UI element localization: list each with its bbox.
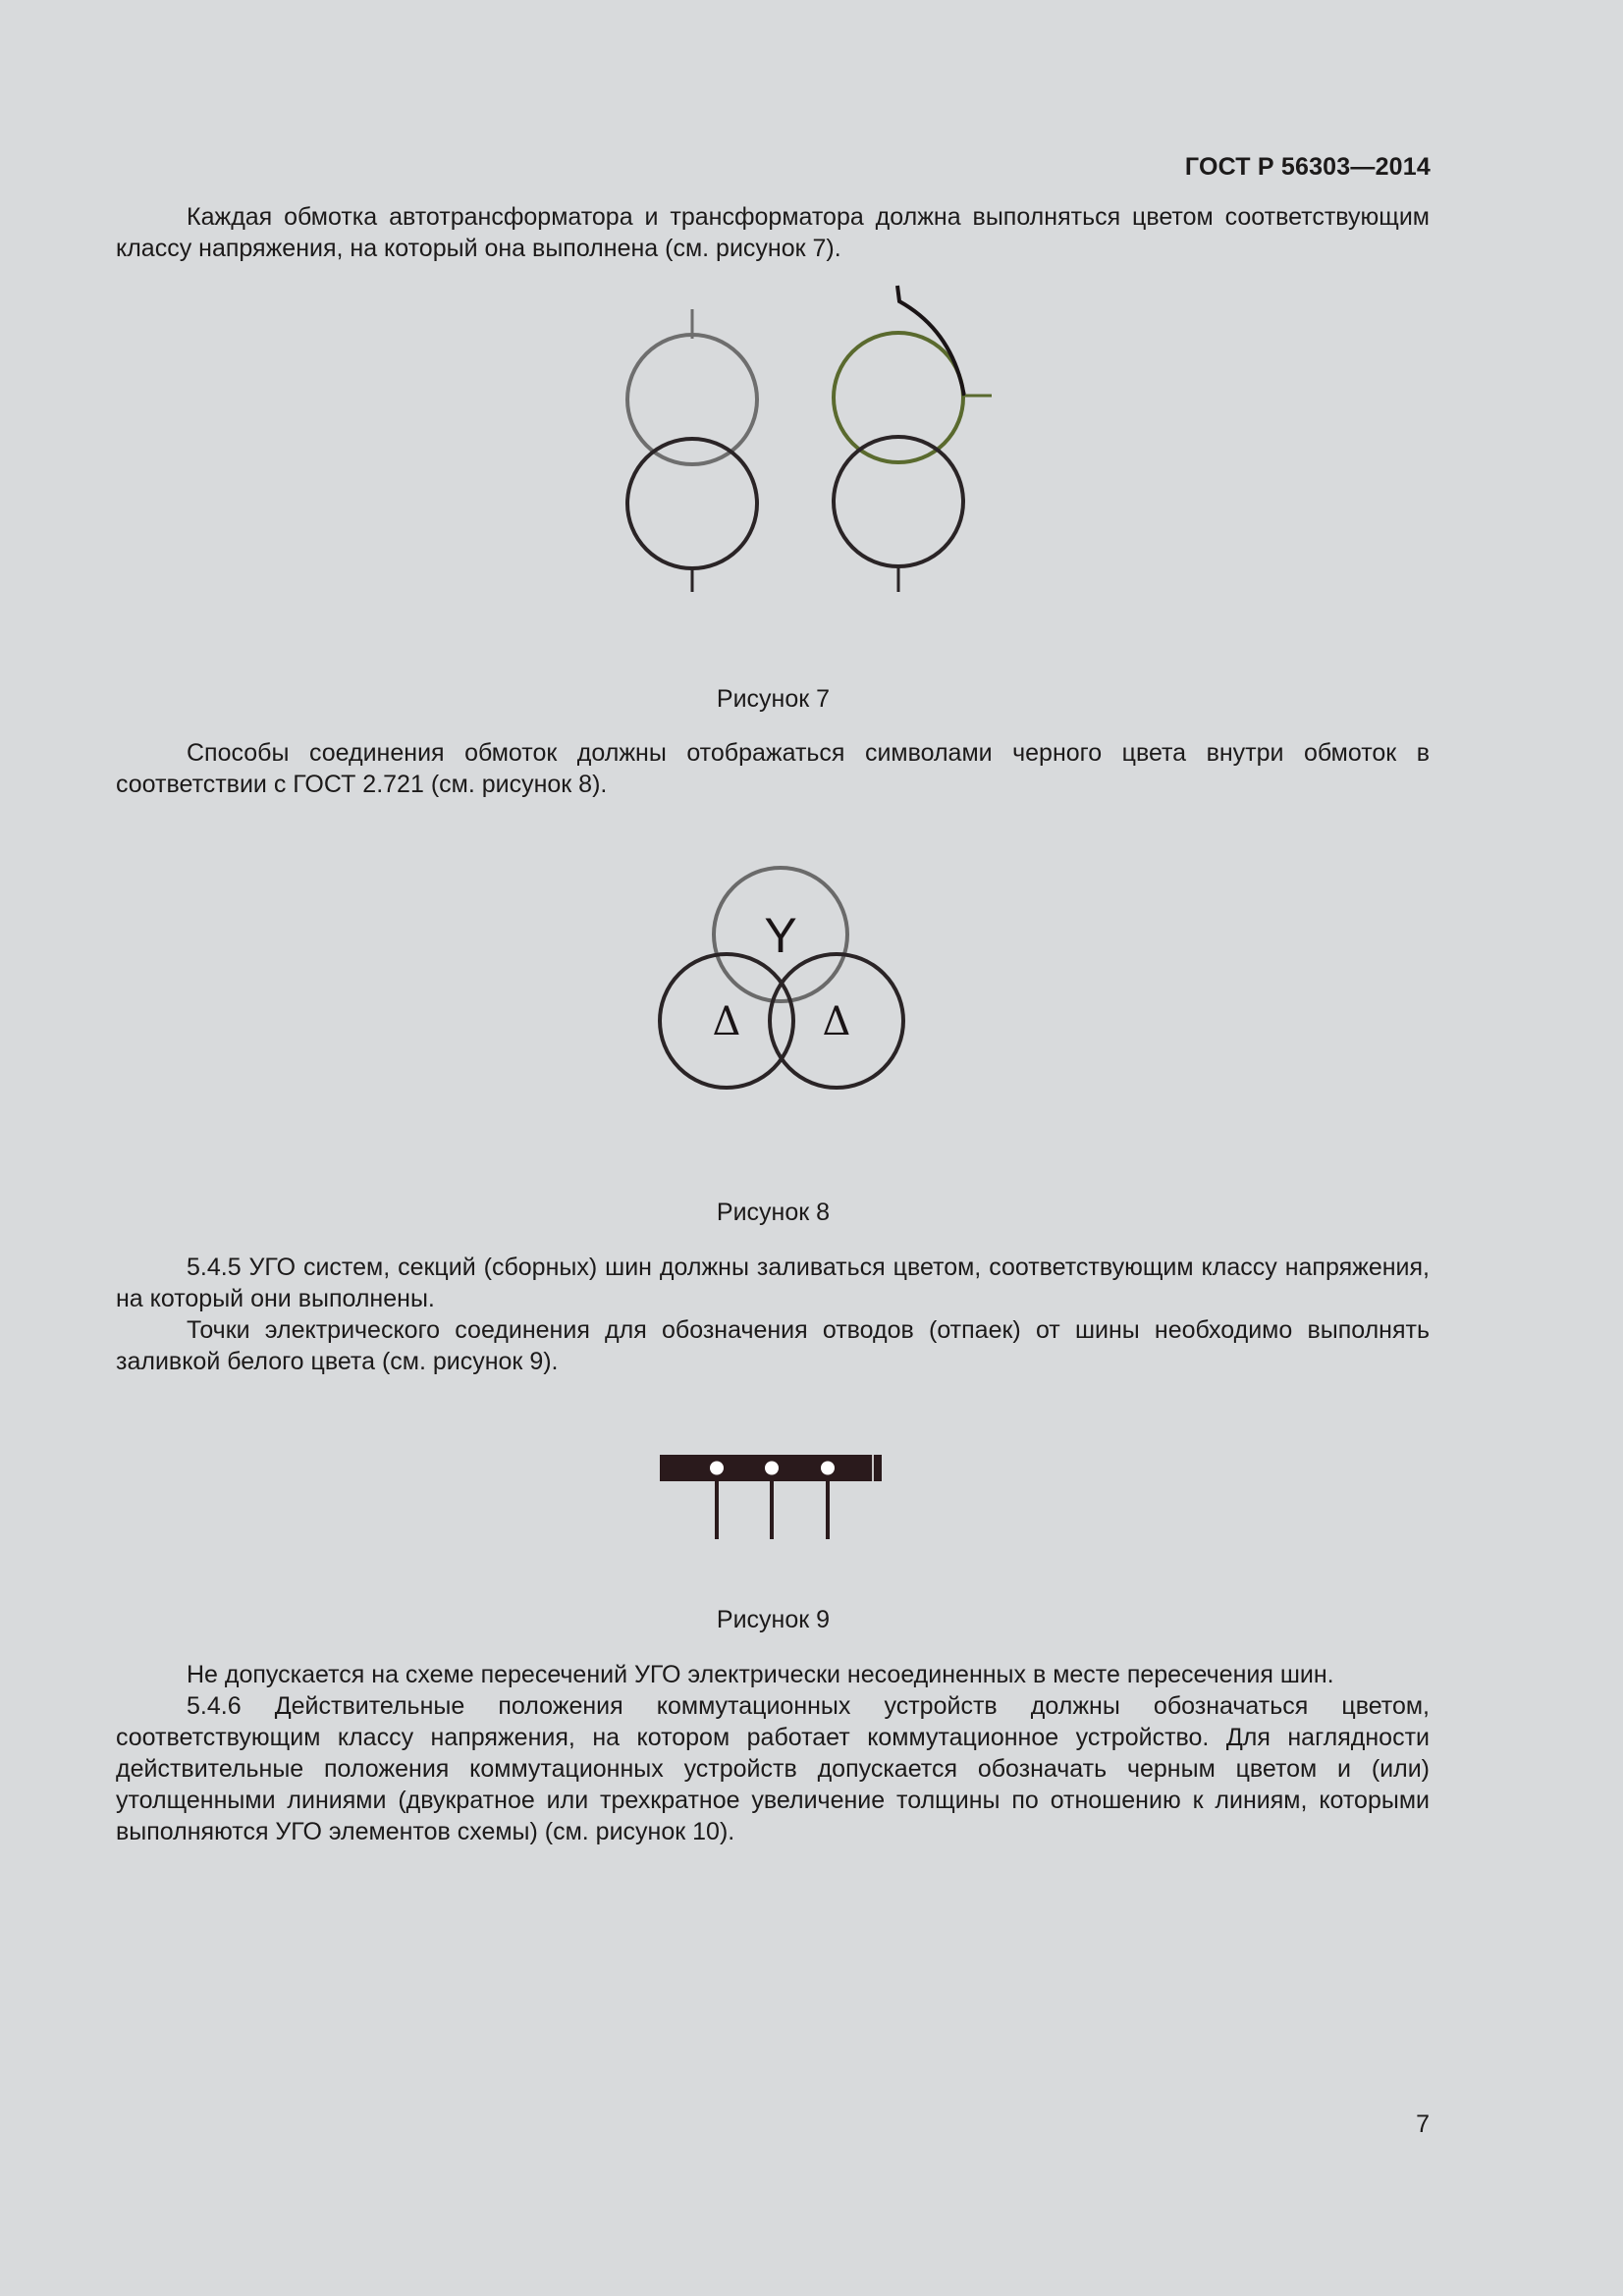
right-upper-winding bbox=[834, 333, 963, 462]
left-delta-symbol: Δ bbox=[712, 999, 741, 1044]
standard-code-header: ГОСТ Р 56303—2014 bbox=[1184, 153, 1431, 181]
figure-8-caption: Рисунок 8 bbox=[716, 1199, 831, 1226]
wye-symbol: Y bbox=[764, 908, 797, 963]
figure-7-transformer-symbols bbox=[589, 280, 1021, 604]
paragraph-busbar-crossing bbox=[116, 1659, 1430, 1690]
paragraph-text: 5.4.5 УГО систем, секций (сборных) шин должны заливаться цветом, соответствующим классу напряжения, на который они выполнены. bbox=[116, 1254, 1430, 1312]
figure-9-caption: Рисунок 9 bbox=[716, 1606, 831, 1633]
paragraph-tap-points bbox=[116, 1314, 1430, 1377]
paragraph-text: Каждая обмотка автотрансформатора и трансформатора должна выполняться цветом соответствующим классу напряжения, на который она выполнена (см. рисунок 7). bbox=[116, 203, 1430, 262]
paragraph-text: Не допускается на схеме пересечений УГО электрически несоединенных в месте пересечения шин. bbox=[187, 1661, 1334, 1688]
paragraph-busbar-fill bbox=[116, 1252, 1430, 1314]
paragraph-switching-devices bbox=[116, 1690, 1430, 1847]
left-upper-winding bbox=[627, 335, 757, 464]
figure-9-busbar-symbol bbox=[648, 1443, 903, 1551]
paragraph-windings-color bbox=[116, 201, 1430, 264]
tap-point-1 bbox=[710, 1462, 724, 1475]
left-lower-winding bbox=[627, 439, 757, 568]
figure-8-three-winding-symbol bbox=[638, 854, 933, 1090]
right-lower-winding bbox=[834, 437, 963, 566]
tap-point-2 bbox=[765, 1462, 779, 1475]
figure-7-caption: Рисунок 7 bbox=[716, 685, 831, 713]
paragraph-text: Точки электрического соединения для обозначения отводов (отпаек) от шины необходимо выполнять заливкой белого цвета (см. рисунок 9). bbox=[116, 1316, 1430, 1375]
paragraph-text: 5.4.6 Действительные положения коммутационных устройств должны обозначаться цветом, соответствующим классу напряжения, на котором работает коммутационное устройство. Для наглядности действительные положения коммутационных устройств допускается обозначать черным цветом и (или) утолщенными линиями (двукратное или трехкратное увеличение толщины по отношению к линиям, которыми выполняются УГО элементов схемы) (см. рисунок 10). bbox=[116, 1692, 1430, 1845]
page-number: 7 bbox=[1416, 2110, 1430, 2138]
paragraph-text: Способы соединения обмоток должны отображаться символами черного цвета внутри обмоток в соответствии с ГОСТ 2.721 (см. рисунок 8). bbox=[116, 739, 1430, 798]
paragraph-connection-symbols bbox=[116, 737, 1430, 800]
tap-point-3 bbox=[821, 1462, 835, 1475]
right-delta-symbol: Δ bbox=[822, 999, 851, 1044]
